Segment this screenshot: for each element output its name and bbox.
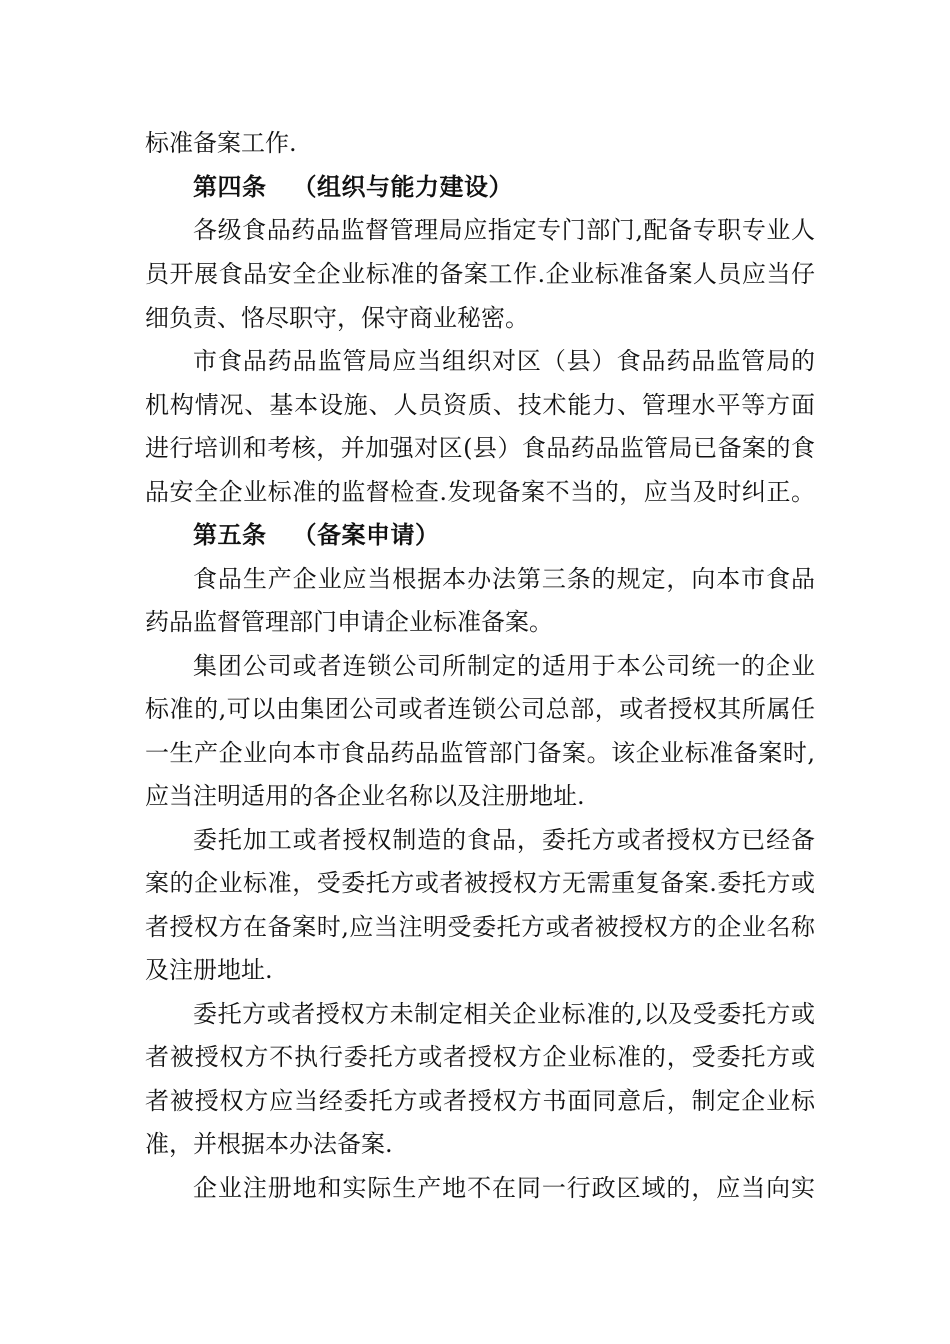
text-line: 者授权方在备案时,应当注明受委托方或者被授权方的企业名称 [145,913,815,941]
article-5-heading [193,513,815,557]
text-line: 标准的,可以由集团公司或者连锁公司总部，或者授权其所属任 [145,695,815,723]
article-4-title: 第四条 [193,173,267,201]
text-line: 委托方或者授权方未制定相关企业标准的,以及受委托方或 [193,1000,815,1028]
text-line: 各级食品药品监督管理局应指定专门部门,配备专职专业人 [193,216,815,244]
text-line: 者被授权方应当经委托方或者授权方书面同意后，制定企业标 [145,1087,815,1115]
article-4-subtitle: （组织与能力建设） [292,173,513,201]
text-line: 应当注明适用的各企业名称以及注册地址. [145,782,585,810]
text-line: 细负责、恪尽职守，保守商业秘密。 [145,304,529,332]
text-line: 食品生产企业应当根据本办法第三条的规定，向本市食品 [193,565,815,593]
text-line: 市食品药品监管局应当组织对区（县）食品药品监管局的 [193,347,815,375]
text-line: 员开展食品安全企业标准的备案工作.企业标准备案人员应当仔 [145,260,815,288]
text-line: 者被授权方不执行委托方或者授权方企业标准的，受委托方或 [145,1043,815,1071]
text-line: 品安全企业标准的监督检查.发现备案不当的，应当及时纠正。 [145,478,815,506]
text-line: 进行培训和考核，并加强对区(县）食品药品监管局已备案的食 [145,434,815,462]
text-line: 案的企业标准，受委托方或者被授权方无需重复备案.委托方或 [145,869,815,897]
text-line: 标准备案工作. [145,129,297,157]
article-5-subtitle: （备案申请） [292,521,440,549]
text-line: 及注册地址. [145,956,273,984]
article-5-title: 第五条 [193,521,267,549]
text-line: 委托加工或者授权制造的食品，委托方或者授权方已经备 [193,826,815,854]
text-line: 准，并根据本办法备案. [145,1130,393,1158]
text-line: 机构情况、基本设施、人员资质、技术能力、管理水平等方面 [145,391,815,419]
text-line: 药品监督管理部门申请企业标准备案。 [145,608,553,636]
text-line: 企业注册地和实际生产地不在同一行政区域的，应当向实 [193,1174,815,1202]
text-line: 一生产企业向本市食品药品监管部门备案。该企业标准备案时, [145,739,815,767]
article-4-heading [193,165,815,209]
text-line: 集团公司或者连锁公司所制定的适用于本公司统一的企业 [193,652,815,680]
